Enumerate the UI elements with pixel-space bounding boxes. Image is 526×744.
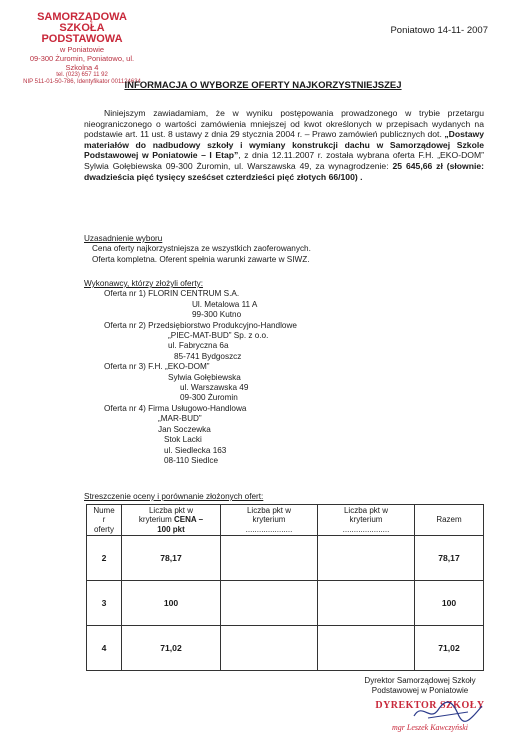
header-cell-line: ..................... <box>342 524 390 534</box>
cell-price-points: 78,17 <box>122 536 221 581</box>
handwritten-signature <box>408 696 488 726</box>
offer-4-line: Oferta nr 4) Firma Usługowo-Handlowa <box>104 403 247 413</box>
offer-3-line: Sylwia Gołębiewska <box>168 372 241 382</box>
document-date: Poniatowo 14-11- 2007 <box>390 25 488 36</box>
header-cell-bold: CENA – <box>174 515 204 525</box>
header-criterion-3 <box>318 505 415 536</box>
bidders-heading: Wykonawcy, którzy złożyli oferty: <box>84 279 203 288</box>
offer-1-line: 99-300 Kutno <box>192 310 242 320</box>
cell-empty <box>221 536 318 581</box>
cell-empty <box>318 626 415 671</box>
offer-4 <box>84 404 297 466</box>
header-cell-line: Liczba pkt w <box>246 505 292 515</box>
offer-4-line: „MAR-BUD” <box>158 414 202 424</box>
signature-line-2: Podstawowej w Poniatowie <box>371 686 469 695</box>
school-stamp <box>22 12 142 86</box>
cell-empty <box>221 626 318 671</box>
header-offer-number <box>87 505 122 536</box>
paragraph-text-b: , z dnia 12.11.2007 r. została wybrana oferta F.H. „EKO-DOM” Sylwia Gołębiewska 09-300 Żuromin, ul. Warszawska 49, za wynagrodzenie: <box>84 150 484 171</box>
document-title: INFORMACJA O WYBORZE OFERTY NAJKORZYSTNIEJSZEJ <box>124 80 402 91</box>
header-cell-line: Liczba pkt w <box>343 505 389 515</box>
stamp-line-3: w Poniatowie <box>59 45 105 54</box>
table-row <box>87 536 484 581</box>
offer-3-line: 09-300 Żuromin <box>180 393 238 403</box>
table-row <box>87 626 484 671</box>
director-stamp-name: mgr Leszek Kawczyński <box>392 723 468 732</box>
cell-offer-number: 3 <box>87 581 122 626</box>
offer-1-line: Ul. Metalowa 11 A <box>192 299 258 309</box>
offer-1-line: Oferta nr 1) FLORIN CENTRUM S.A. <box>104 289 240 299</box>
header-cell-line: r <box>102 515 106 525</box>
offer-3 <box>84 362 297 404</box>
header-price-criterion <box>122 505 221 536</box>
table-row <box>87 581 484 626</box>
offer-2 <box>84 321 297 363</box>
header-cell-line: ..................... <box>245 524 293 534</box>
summary-heading: Streszczenie oceny i porównanie złożonych ofert: <box>84 492 264 501</box>
summary-table <box>86 504 484 671</box>
cell-total: 71,02 <box>415 626 484 671</box>
director-stamp-title: DYREKTOR SZKOŁY <box>375 700 485 711</box>
offer-4-line: Jan Soczewka <box>158 424 211 434</box>
offer-2-line: „PIEC-MAT-BUD” Sp. z o.o. <box>168 331 269 341</box>
offer-4-line: 08-110 Siedlce <box>164 455 219 465</box>
table-header-row <box>87 505 484 536</box>
offer-4-line: Stok Lacki <box>164 435 202 445</box>
cell-price-points: 71,02 <box>122 626 221 671</box>
header-cell-line: kryterium <box>349 515 383 525</box>
paragraph-text-a: Niniejszym zawiadamiam, że w wyniku postępowania prowadzonego w trybie przetargu nieograniczonego o wartości zamówienia mniejszej od kwot określonych w przepisach wydanych na podstawie art. 11 ust. 8 ustawy z dnia 29 stycznia 2004 r. – Prawo zamówień publicznych dot. <box>84 108 484 140</box>
cell-price-points: 100 <box>122 581 221 626</box>
stamp-line-5: tel. (023) 657 11 92 <box>56 72 108 78</box>
bidders-section <box>84 279 297 466</box>
header-cell-line: oferty <box>93 524 114 534</box>
header-cell-line: Liczba pkt w <box>148 505 194 515</box>
offer-2-line: Oferta nr 2) Przedsiębiorstwo Produkcyjno-Handlowe <box>104 320 297 330</box>
justification-heading: Uzasadnienie wyboru <box>84 234 163 243</box>
justification-line-2: Oferta kompletna. Oferent spełnia warunki zawarte w SIWZ. <box>92 254 310 264</box>
cell-total: 78,17 <box>415 536 484 581</box>
cell-empty <box>221 581 318 626</box>
cell-empty <box>318 581 415 626</box>
header-total: Razem <box>415 505 484 536</box>
cell-offer-number: 4 <box>87 626 122 671</box>
offer-2-line: 85-741 Bydgoszcz <box>174 351 242 361</box>
header-cell-line: kryterium <box>138 515 175 525</box>
header-cell-line: Nume <box>93 505 115 515</box>
cell-empty <box>318 536 415 581</box>
stamp-line-2: SZKOŁA PODSTAWOWA <box>41 22 123 45</box>
cell-total: 100 <box>415 581 484 626</box>
stamp-line-1: SAMORZĄDOWA <box>37 11 127 23</box>
offer-1 <box>84 289 297 320</box>
signature-line-1: Dyrektor Samorządowej Szkoły <box>364 676 476 685</box>
main-paragraph <box>84 108 484 182</box>
header-criterion-2 <box>221 505 318 536</box>
signature-block <box>330 676 510 696</box>
offer-3-line: Oferta nr 3) F.H. „EKO-DOM” <box>104 362 210 372</box>
header-cell-bold: 100 pkt <box>157 524 185 534</box>
offer-4-line: ul. Siedlecka 163 <box>164 445 227 455</box>
stamp-line-6: NIP 511-01-50-786, Identyfikator 001124634 <box>23 79 141 85</box>
justification-section <box>84 234 311 265</box>
paragraph-amount: 25 645,66 zł (słownie: dwadzieścia pięć tysięcy sześćset czterdzieści pięć złotych 66/100) . <box>84 160 484 182</box>
paragraph-subject: „Dostawy materiałów do nadbudowy szkoły i wymiany konstrukcji dachu w Samorządowej Szkole Podstawowej w Poniatowie – I Etap” <box>84 129 484 161</box>
offer-3-line: ul. Warszawska 49 <box>180 383 249 393</box>
header-cell-line: kryterium <box>252 515 286 525</box>
offer-2-line: ul. Fabryczna 6a <box>168 341 229 351</box>
justification-line-1: Cena oferty najkorzystniejsza ze wszystkich zaoferowanych. <box>92 244 311 254</box>
stamp-line-4: 09-300 Żuromin, Poniatowo, ul. Szkolna 4 <box>29 54 135 72</box>
cell-offer-number: 2 <box>87 536 122 581</box>
